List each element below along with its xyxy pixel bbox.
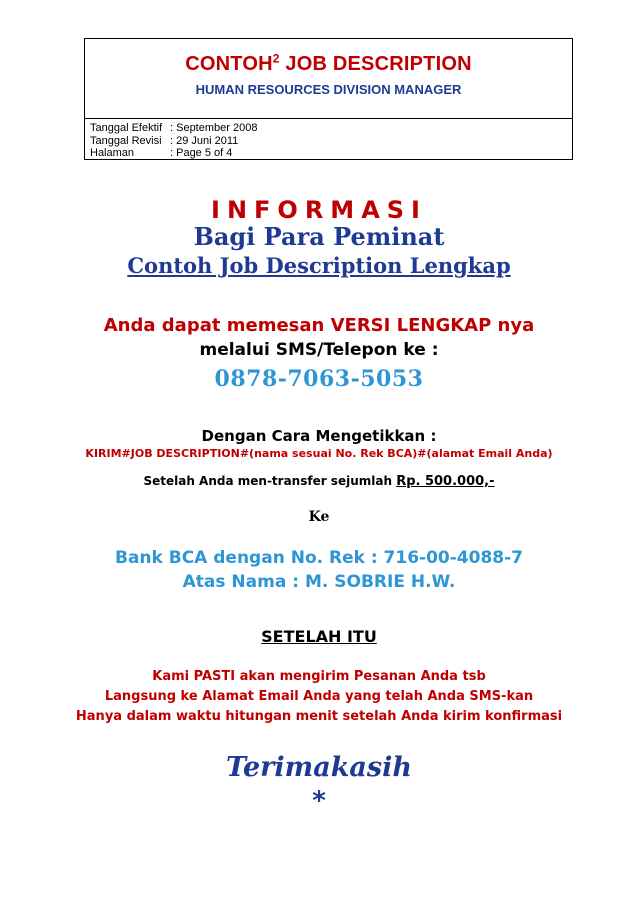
meta-value: : 29 Juni 2011: [170, 134, 239, 147]
pesan-text: Anda dapat memesan VERSI LENGKAP nya: [103, 315, 535, 336]
informasi-heading: INFORMASI: [211, 196, 427, 224]
doc-meta: [85, 119, 572, 160]
meta-label: Halaman: [90, 147, 135, 159]
title-rest: JOB DESCRIPTION: [279, 53, 472, 75]
document-header: [84, 38, 573, 160]
bagi-heading: Bagi Para Peminat: [193, 222, 445, 251]
confirmation-text: [0, 667, 638, 727]
confirmation-line: Langsung ke Alamat Email Anda yang telah Anda SMS-kan: [104, 689, 534, 704]
meta-label: Tanggal Efektif: [90, 122, 163, 134]
doc-title: [85, 39, 572, 76]
transfer-prefix: Setelah Anda men-transfer sejumlah: [143, 474, 397, 488]
account-name-text: Atas Nama : M. SOBRIE H.W.: [182, 572, 456, 592]
confirmation-line: Hanya dalam waktu hitungan menit setelah Anda kirim konfirmasi: [75, 709, 563, 724]
cara-text: Dengan Cara Mengetikkan :: [201, 427, 437, 445]
setelah-itu-heading: SETELAH ITU: [261, 627, 377, 646]
star-icon: *: [312, 786, 326, 816]
bank-account-text: Bank BCA dengan No. Rek : 716-00-4088-7: [114, 548, 524, 568]
meta-value: : September 2008: [170, 122, 258, 134]
meta-value: : Page 5 of 4: [170, 147, 233, 159]
ke-text: Ke: [308, 509, 330, 525]
phone-number: 0878-7063-5053: [214, 366, 424, 392]
melalui-text: melalui SMS/Telepon ke :: [199, 340, 439, 360]
doc-subtitle: HUMAN RESOURCES DIVISION MANAGER: [195, 82, 462, 97]
meta-row-page: [90, 147, 572, 160]
meta-row-revision: [90, 135, 572, 148]
sms-format-text: KIRIM#JOB DESCRIPTION#(nama sesuai No. Rek BCA)#(alamat Email Anda): [85, 447, 553, 460]
terimakasih-text: Terimakasih: [225, 752, 412, 783]
title-main: CONTOH: [185, 53, 273, 75]
confirmation-line: Kami PASTI akan mengirim Pesanan Anda tsb: [152, 669, 486, 684]
header-title-block: [85, 39, 572, 119]
meta-label: Tanggal Revisi: [90, 134, 162, 147]
meta-row-effective: [90, 122, 572, 135]
transfer-amount: Rp. 500.000,-: [396, 474, 495, 489]
contoh-heading: Contoh Job Description Lengkap: [127, 253, 511, 278]
transfer-text: [0, 474, 638, 489]
title-superscript: 2: [272, 51, 280, 66]
